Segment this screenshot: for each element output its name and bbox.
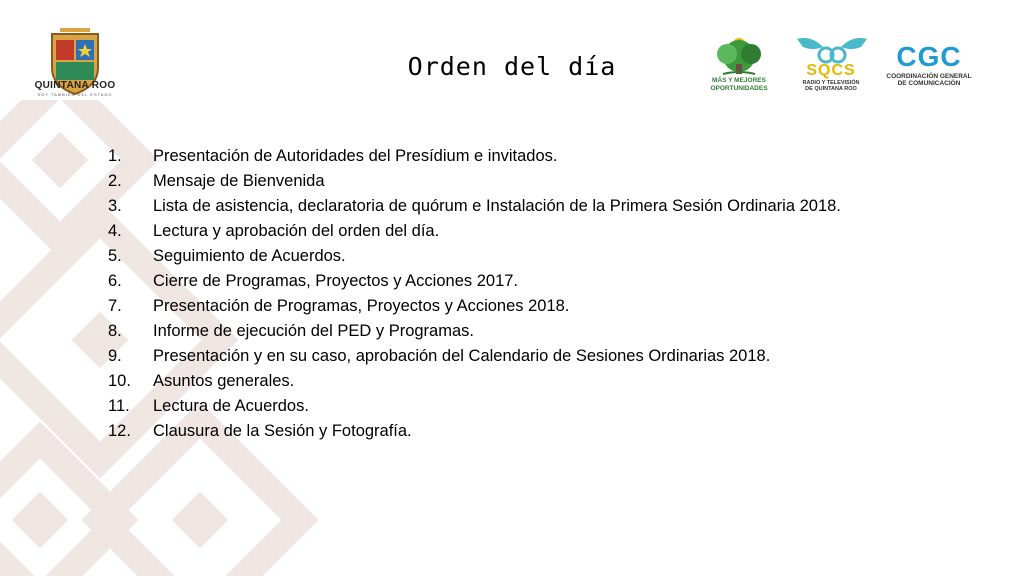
agenda-item	[108, 294, 930, 319]
agenda-item-text: Asuntos generales.	[153, 372, 295, 390]
agenda-item-number: 6.	[108, 272, 122, 290]
agenda-item-number: 8.	[108, 322, 122, 340]
agenda-item	[108, 144, 930, 169]
agenda-item-text: Lectura de Acuerdos.	[153, 397, 309, 415]
agenda-item-number: 9.	[108, 347, 122, 365]
agenda-item	[108, 244, 930, 269]
agenda-item-text: Clausura de la Sesión y Fotografía.	[153, 422, 412, 440]
agenda-item-text: Presentación y en su caso, aprobación del Calendario de Sesiones Ordinarias 2018.	[153, 347, 771, 365]
agenda-item	[108, 169, 930, 194]
page-title: Orden del día	[407, 52, 617, 81]
agenda-item-text: Lista de asistencia, declaratoria de quórum e Instalación de la Primera Sesión Ordinaria 2018.	[153, 197, 841, 215]
program-logo-line2: OPORTUNIDADES	[710, 85, 768, 92]
agenda-item-text: Presentación de Programas, Proyectos y Acciones 2018.	[153, 297, 570, 315]
agenda-item-text: Mensaje de Bienvenida	[153, 172, 325, 190]
agenda-item	[108, 319, 930, 344]
state-name: QUINTANA ROO	[34, 80, 116, 91]
agenda-item-number: 5.	[108, 247, 122, 265]
agenda-item-number: 1.	[108, 147, 122, 165]
agenda-item	[108, 369, 930, 394]
agenda-item-number: 11.	[108, 397, 130, 415]
agenda-item-text: Seguimiento de Acuerdos.	[153, 247, 346, 265]
agenda-list	[108, 144, 930, 444]
sqcs-logo-line2: DE QUINTANA ROO	[805, 86, 857, 92]
agenda-item	[108, 419, 930, 444]
agenda-item	[108, 194, 930, 219]
agenda-item-text: Presentación de Autoridades del Presídium e invitados.	[153, 147, 558, 165]
sqcs-logo-text: SQCS	[806, 62, 856, 79]
sqcs-logo-line1: RADIO Y TELEVISIÓN	[802, 80, 860, 86]
cgc-logo-line1: COORDINACIÓN GENERAL	[886, 73, 972, 80]
agenda-item-number: 7.	[108, 297, 122, 315]
agenda-item-number: 3.	[108, 197, 122, 215]
agenda-item-number: 2.	[108, 172, 122, 190]
program-logo-line1: MÁS Y MEJORES	[712, 77, 766, 84]
agenda-item-text: Lectura y aprobación del orden del día.	[153, 222, 440, 240]
state-tagline: SOY TAMBIÉN DEL ESTADO	[37, 92, 113, 97]
cgc-logo-text: CGC	[896, 41, 962, 72]
cgc-logo-line2: DE COMUNICACIÓN	[897, 80, 961, 87]
agenda-item	[108, 269, 930, 294]
agenda-item-text: Informe de ejecución del PED y Programas.	[153, 322, 474, 340]
agenda-item-number: 10.	[108, 372, 131, 390]
agenda-item	[108, 344, 930, 369]
agenda-item	[108, 219, 930, 244]
agenda-item-number: 12.	[108, 422, 131, 440]
agenda-item-number: 4.	[108, 222, 122, 240]
agenda-item	[108, 394, 930, 419]
agenda-item-text: Cierre de Programas, Proyectos y Acciones 2017.	[153, 272, 519, 290]
